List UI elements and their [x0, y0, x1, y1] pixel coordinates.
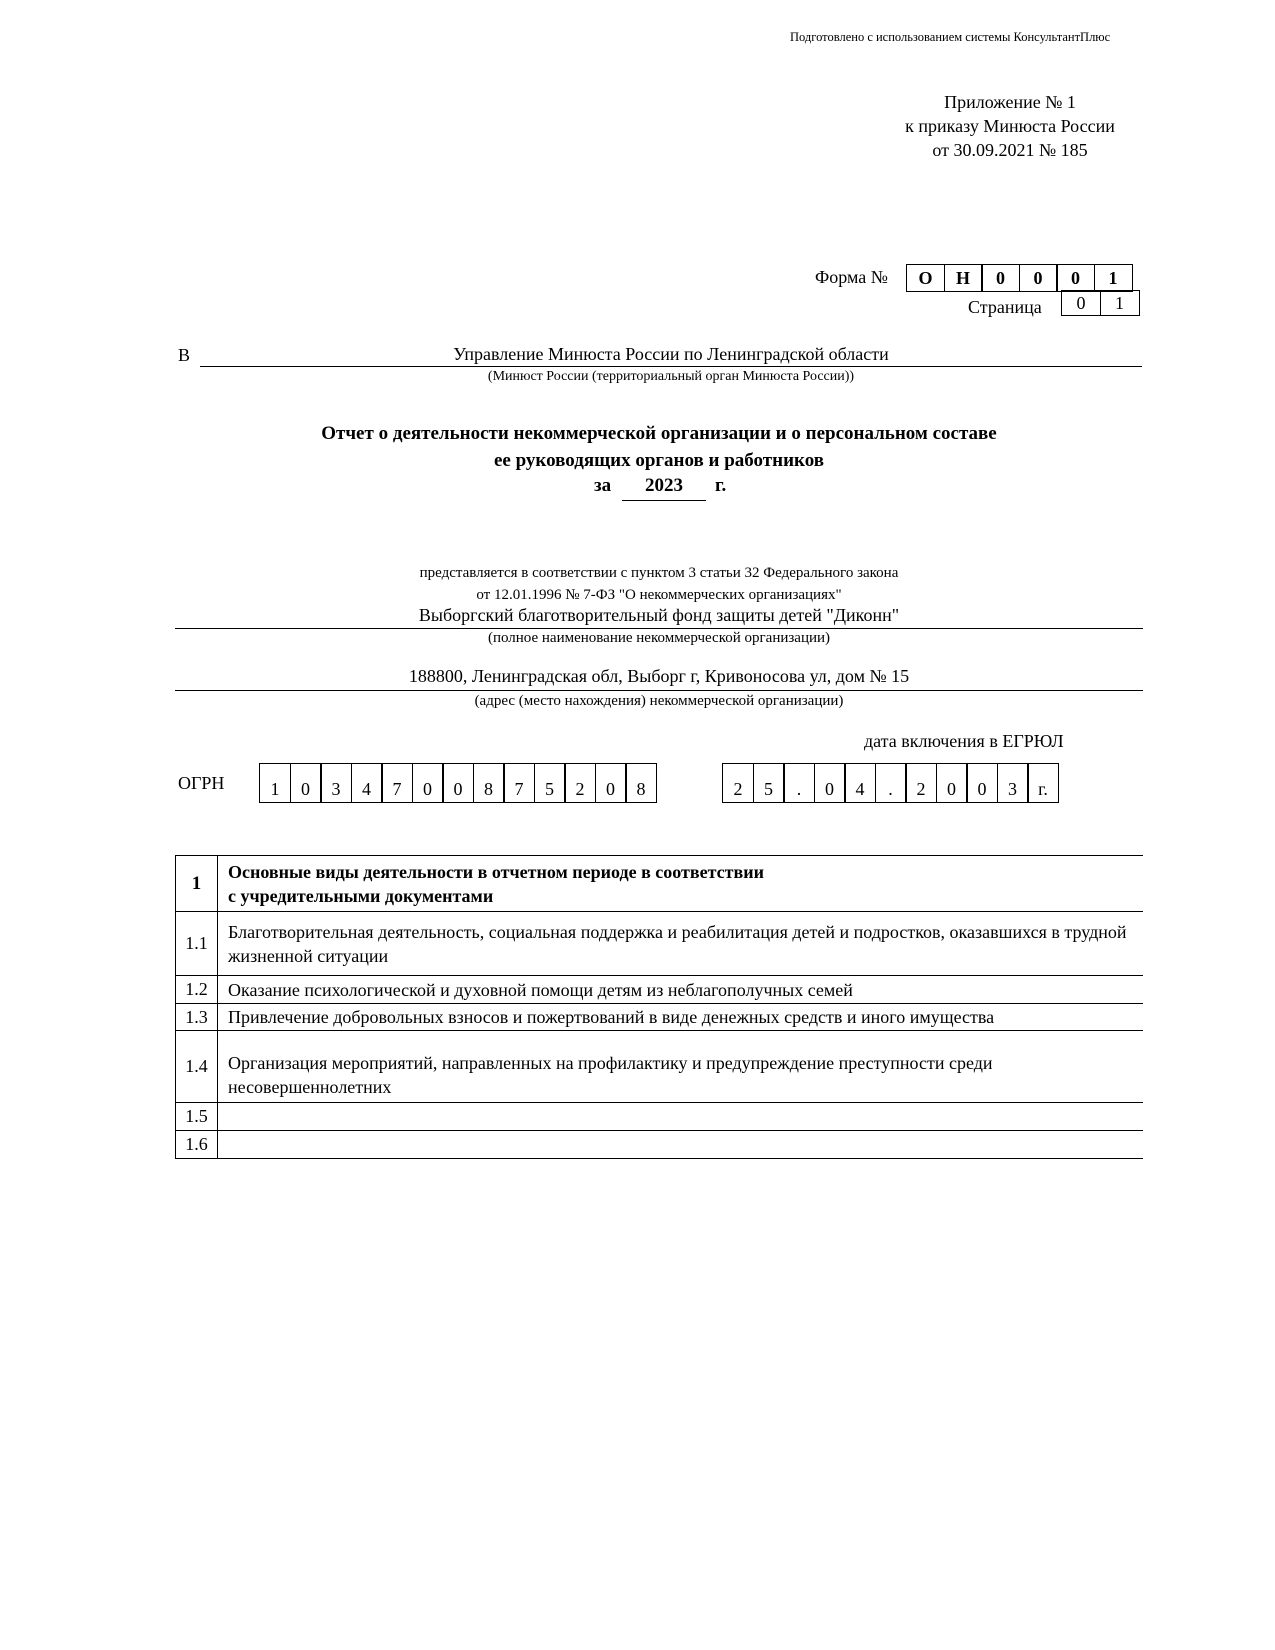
page-label: Страница: [968, 297, 1042, 317]
ogrn-digit: 0: [290, 763, 322, 803]
table-row: [176, 976, 1144, 1004]
section-title-line-1: Основные виды деятельности в отчетном периоде в соответствии: [228, 861, 764, 882]
recipient-prefix: В: [178, 345, 191, 365]
egrul-date-char: 0: [814, 763, 846, 803]
form-number-label: Форма №: [815, 267, 888, 287]
row-number: 1.6: [176, 1131, 218, 1159]
row-number: 1.5: [176, 1103, 218, 1131]
basis-line-2: от 12.01.1996 № 7-ФЗ "О некоммерческих организациях": [476, 587, 842, 603]
basis-line-1: представляется в соответствии с пунктом 3 статьи 32 Федерального закона: [419, 565, 899, 581]
basis-text: [175, 562, 1143, 606]
row-number: 1.3: [176, 1004, 218, 1031]
page-digit: 1: [1100, 290, 1140, 316]
appendix-line-2: к приказу Минюста России: [905, 116, 1115, 136]
egrul-date-char: .: [783, 763, 815, 803]
page-digit: 0: [1061, 290, 1101, 316]
ogrn-digit: 0: [595, 763, 627, 803]
table-row: [176, 912, 1144, 976]
row-text: Привлечение добровольных взносов и пожертвований в виде денежных средств и иного имущества: [218, 1004, 1144, 1031]
ogrn-digit: 4: [351, 763, 383, 803]
ogrn-digit: 8: [625, 763, 657, 803]
egrul-date-char: 5: [753, 763, 785, 803]
row-number: 1.1: [176, 912, 218, 976]
recipient-caption: (Минюст России (территориальный орган Минюста России)): [487, 369, 855, 384]
egrul-date-char: 2: [722, 763, 754, 803]
egrul-date-char: .: [875, 763, 907, 803]
year-suffix: г.: [715, 475, 727, 496]
egrul-date-label: дата включения в ЕГРЮЛ: [864, 731, 1064, 751]
appendix-line-1: Приложение № 1: [944, 92, 1076, 112]
organization-address-caption: (адрес (место нахождения) некоммерческой организации): [474, 693, 844, 709]
egrul-date-char: 0: [966, 763, 998, 803]
form-code-char: 0: [1019, 264, 1058, 292]
organization-name-caption: (полное наименование некоммерческой организации): [487, 630, 831, 646]
recipient-value: Управление Минюста России по Ленинградской области: [200, 344, 1142, 367]
table-row: [176, 1131, 1144, 1159]
egrul-date-char: г.: [1027, 763, 1059, 803]
ogrn-boxes: [259, 763, 657, 803]
table-row: [176, 1004, 1144, 1031]
ogrn-label: ОГРН: [178, 773, 225, 793]
egrul-date-char: 4: [844, 763, 876, 803]
ogrn-digit: 5: [534, 763, 566, 803]
prepared-note: Подготовлено с использованием системы КонсультантПлюс: [790, 30, 1111, 44]
report-title-line-2: ее руководящих органов и работников: [493, 450, 825, 471]
ogrn-digit: 7: [381, 763, 413, 803]
form-code-char: 0: [981, 264, 1020, 292]
row-text: Оказание психологической и духовной помощи детям из неблагополучных семей: [218, 976, 1144, 1004]
table-row: [176, 1103, 1144, 1131]
form-code-boxes: [906, 264, 1133, 292]
section-title-line-2: с учредительными документами: [228, 885, 494, 906]
report-title: [175, 420, 1143, 474]
appendix-block: [880, 90, 1140, 162]
ogrn-digit: 1: [259, 763, 291, 803]
organization-name: Выборгский благотворительный фонд защиты детей "Диконн": [175, 605, 1143, 629]
ogrn-digit: 0: [412, 763, 444, 803]
egrul-date-char: 0: [936, 763, 968, 803]
activities-header-row: [176, 856, 1144, 912]
form-code-char: Н: [944, 264, 983, 292]
row-text: [218, 1103, 1144, 1131]
row-text: Организация мероприятий, направленных на профилактику и предупреждение преступности среди несовершеннолетних: [218, 1031, 1144, 1103]
report-year: 2023: [622, 475, 706, 501]
section-title: [218, 856, 1144, 912]
page-number-boxes: [1061, 290, 1140, 316]
activities-table: [175, 855, 1143, 1159]
row-text: [218, 1131, 1144, 1159]
organization-address: 188800, Ленинградская обл, Выборг г, Кривоносова ул, дом № 15: [175, 666, 1143, 691]
row-number: 1.4: [176, 1031, 218, 1103]
egrul-date-char: 3: [997, 763, 1029, 803]
ogrn-digit: 0: [442, 763, 474, 803]
ogrn-digit: 3: [320, 763, 352, 803]
appendix-line-3: от 30.09.2021 № 185: [932, 140, 1088, 160]
section-number: 1: [176, 856, 218, 912]
form-code-char: О: [906, 264, 945, 292]
form-code-char: 1: [1094, 264, 1133, 292]
year-prefix: за: [594, 475, 612, 496]
form-code-char: 0: [1056, 264, 1095, 292]
egrul-date-boxes: [722, 763, 1059, 803]
report-title-line-1: Отчет о деятельности некоммерческой организации и о персональном составе: [321, 423, 997, 444]
row-number: 1.2: [176, 976, 218, 1004]
egrul-date-char: 2: [905, 763, 937, 803]
ogrn-digit: 2: [564, 763, 596, 803]
ogrn-digit: 7: [503, 763, 535, 803]
row-text: Благотворительная деятельность, социальная поддержка и реабилитация детей и подростков, оказавшихся в трудной жизненной ситуации: [218, 912, 1144, 976]
ogrn-digit: 8: [473, 763, 505, 803]
table-row: [176, 1031, 1144, 1103]
